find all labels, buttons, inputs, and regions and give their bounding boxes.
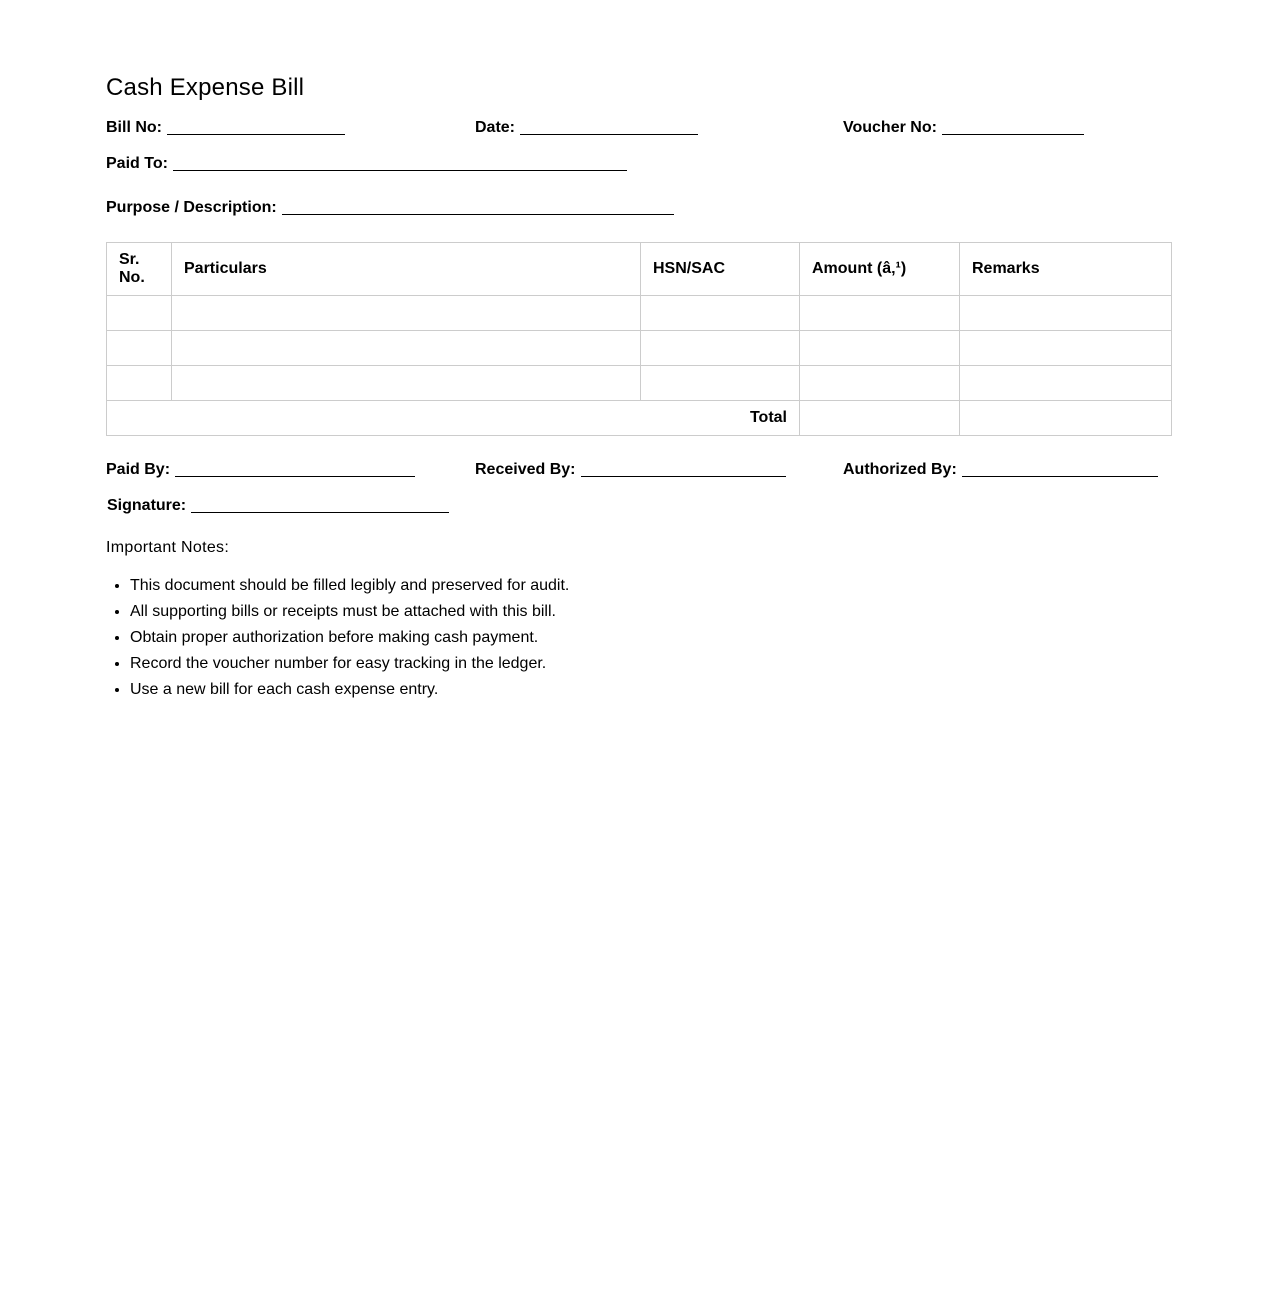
cell-particulars[interactable] — [172, 296, 641, 331]
col-amount: Amount (â‚¹) — [800, 243, 960, 296]
cell-remarks[interactable] — [960, 331, 1172, 366]
paid-to-blank[interactable] — [173, 156, 627, 171]
purpose-label: Purpose / Description: — [106, 199, 277, 216]
col-hsn-sac: HSN/SAC — [641, 243, 800, 296]
date-blank[interactable] — [520, 120, 698, 135]
bill-no-field[interactable] — [106, 117, 345, 137]
paid-to-label: Paid To: — [106, 155, 168, 172]
signature-row — [107, 495, 1173, 515]
cell-hsn-sac[interactable] — [641, 296, 800, 331]
purpose-field[interactable] — [106, 197, 674, 217]
notes-list — [106, 573, 569, 703]
authorized-by-label: Authorized By: — [843, 461, 957, 478]
purpose-blank[interactable] — [282, 200, 674, 215]
cell-hsn-sac[interactable] — [641, 331, 800, 366]
paid-to-row — [106, 153, 1172, 173]
signoff-row — [106, 459, 1172, 479]
table-row — [107, 366, 1172, 401]
col-particulars: Particulars — [172, 243, 641, 296]
col-sr-no-label: Sr. No. — [119, 251, 145, 286]
voucher-no-label: Voucher No: — [843, 119, 937, 136]
expense-table — [106, 242, 1172, 436]
paid-to-field[interactable] — [106, 153, 627, 173]
total-amount-cell[interactable] — [800, 401, 960, 436]
date-label: Date: — [475, 119, 516, 136]
received-by-label: Received By: — [475, 461, 576, 478]
signature-blank[interactable] — [191, 498, 449, 513]
bill-no-blank[interactable] — [167, 120, 345, 135]
signature-label: Signature: — [107, 497, 187, 514]
col-sr-no — [107, 243, 172, 296]
cell-particulars[interactable] — [172, 331, 641, 366]
received-by-blank[interactable] — [581, 462, 786, 477]
list-item: • Obtain proper authorization before making cash payment. — [130, 625, 569, 651]
list-item: • This document should be filled legibly and preserved for audit. — [130, 573, 569, 599]
cell-sr-no[interactable] — [107, 331, 172, 366]
list-item: • All supporting bills or receipts must be attached with this bill. — [130, 599, 569, 625]
total-label: Total — [107, 401, 800, 436]
date-field[interactable] — [475, 117, 698, 137]
cell-particulars[interactable] — [172, 366, 641, 401]
list-item: • Record the voucher number for easy tracking in the ledger. — [130, 651, 569, 677]
total-remarks-cell[interactable] — [960, 401, 1172, 436]
voucher-no-field[interactable] — [843, 117, 1084, 137]
cell-hsn-sac[interactable] — [641, 366, 800, 401]
total-row — [107, 401, 1172, 436]
cell-remarks[interactable] — [960, 366, 1172, 401]
paid-by-label: Paid By: — [106, 461, 171, 478]
cell-remarks[interactable] — [960, 296, 1172, 331]
notes-title: Important Notes: — [106, 539, 230, 556]
table-row — [107, 296, 1172, 331]
authorized-by-blank[interactable] — [962, 462, 1158, 477]
cell-sr-no[interactable] — [107, 296, 172, 331]
authorized-by-field[interactable] — [843, 459, 1158, 479]
table-header-row — [107, 243, 1172, 296]
purpose-row — [106, 197, 1172, 217]
voucher-no-blank[interactable] — [942, 120, 1084, 135]
paid-by-field[interactable] — [106, 459, 415, 479]
col-remarks: Remarks — [960, 243, 1172, 296]
cell-amount[interactable] — [800, 331, 960, 366]
cell-amount[interactable] — [800, 296, 960, 331]
cell-sr-no[interactable] — [107, 366, 172, 401]
signature-field[interactable] — [107, 495, 449, 515]
bill-info-row — [106, 117, 1172, 137]
table-row — [107, 331, 1172, 366]
bill-document — [106, 72, 1172, 698]
cell-amount[interactable] — [800, 366, 960, 401]
received-by-field[interactable] — [475, 459, 786, 479]
list-item: • Use a new bill for each cash expense entry. — [130, 677, 569, 703]
bill-no-label: Bill No: — [106, 119, 162, 136]
paid-by-blank[interactable] — [175, 462, 415, 477]
page-title: Cash Expense Bill — [106, 74, 305, 101]
